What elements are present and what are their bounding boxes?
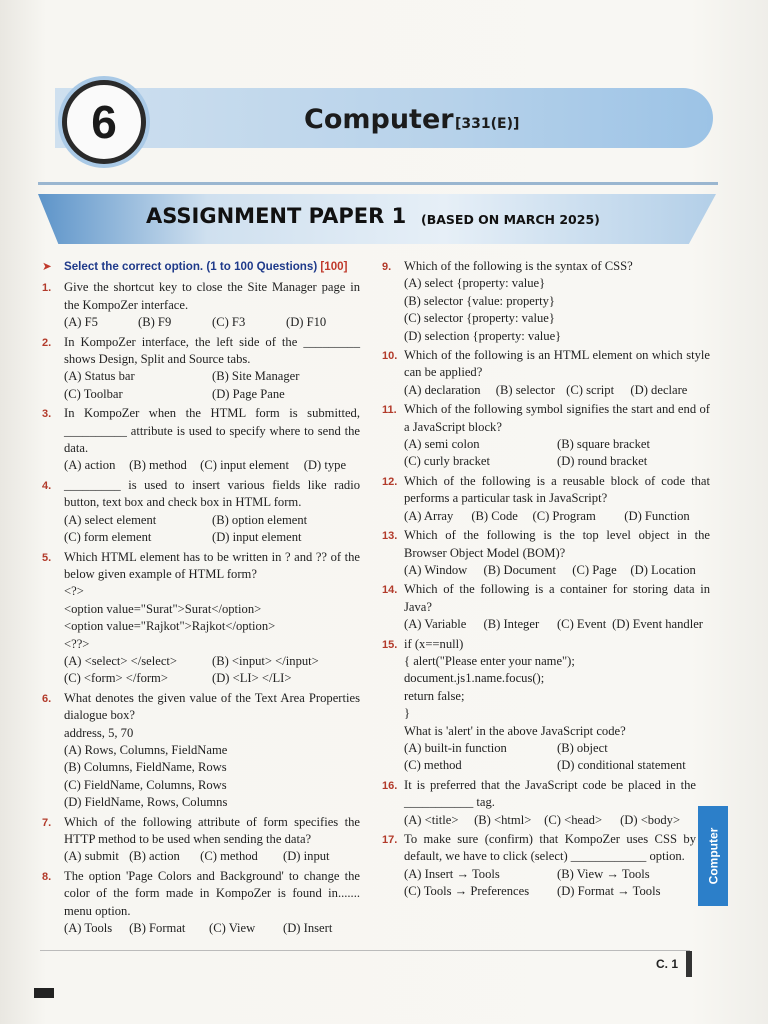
question-text: In KompoZer interface, the left side of the _________ shows Design, Split and Source tabs. [64,334,360,367]
option: (C) method [404,758,462,773]
question-number: 5. [42,551,52,564]
option: (B) selector [495,382,555,397]
question-text: Which HTML element has to be written in ? and ?? of the below given example of HTML form? [64,549,360,581]
option: (D) <body> [620,812,681,827]
options-row [64,512,360,529]
subject-title: Computer [304,104,454,135]
question-7 [42,814,360,866]
option: (A) Rows, Columns, FieldName [64,742,228,757]
divider [38,182,718,185]
question-text: It is preferred that the JavaScript code be placed in the ___________ tag. [404,777,696,810]
option: (C) View [209,921,256,936]
footer-divider [40,950,690,951]
option: (C) Event [556,617,607,632]
option: (D) input element [212,530,302,545]
code-line: <?> [64,584,84,599]
subject-code: [331(E)] [455,116,520,132]
question-text: Which of the following is a container for storing data in Java? [404,582,710,614]
options-row [404,436,710,453]
page-number-marker [686,951,692,977]
question-9 [382,258,710,345]
instruction [42,258,360,275]
assignment-subtitle: (BASED ON MARCH 2025) [421,212,600,227]
options-row [64,848,360,865]
option: (D) input [283,849,330,864]
option: (C) selector {property: value} [404,311,555,326]
options-row [404,757,710,774]
code-line: return false; [404,688,465,703]
subject-side-tab [698,806,728,906]
question-number: 10. [382,350,398,363]
question-11 [382,401,710,471]
question-number: 13. [382,530,398,543]
option: (D) FieldName, Rows, Columns [64,795,228,810]
option: (D) Page Pane [212,386,285,401]
option: (B) <html> [474,812,532,827]
option: (B) Code [471,508,518,523]
question-number: 17. [382,834,398,846]
code-line: { alert("Please enter your name"); [404,653,575,668]
question-number: 11. [382,404,397,417]
options-row [404,562,710,579]
side-tab-label: Computer [706,827,721,885]
option: (A) action [64,458,116,473]
option: (A) declaration [404,382,481,397]
code-line: <option value="Surat">Surat</option> [64,601,262,616]
option: (D) type [303,458,347,473]
options-row [64,368,360,385]
option: (A) Status bar [64,369,135,384]
question-text: What is 'alert' in the above JavaScript code? [404,723,626,738]
question-number: 6. [42,692,52,705]
option: (D) <LI> </LI> [212,671,292,686]
corner-mark [34,988,54,998]
question-text: What denotes the given value of the Text Area Properties dialogue box? [64,690,360,723]
option: (C) method [200,849,258,864]
option: (C) <form> </form> [64,671,168,686]
options-row [404,740,710,757]
option: (A) semi colon [404,437,480,452]
option: (D) conditional statement [557,758,686,773]
option: (D) Location [630,562,696,577]
option: (A) <select> </select> [64,653,178,668]
options-row [404,508,710,525]
page-number: C. 1 [656,957,679,971]
option: (B) <input> </input> [212,653,319,668]
question-8 [42,868,360,938]
question-text: In KompoZer when the HTML form is submitted, __________ attribute is used to specify where to send the data. [64,406,360,456]
option: (B) method [129,458,187,473]
option: (B) View → Tools [557,866,650,881]
question-number: 14. [382,584,398,597]
question-number: 4. [42,479,52,492]
question-number: 1. [42,282,52,295]
option: (A) submit [64,849,119,864]
question-number: 3. [42,408,52,421]
option: (B) selector {value: property} [404,293,555,308]
options-row [404,883,710,900]
code-line: <option value="Rajkot">Rajkot</option> [64,619,276,634]
question-4 [42,477,360,547]
question-3 [42,405,360,475]
options-row [64,529,360,546]
question-12 [382,473,710,525]
question-16 [382,777,710,829]
chapter-number-badge [62,80,146,164]
option: (A) select {property: value} [404,276,546,291]
question-14 [382,581,710,633]
question-text: The option 'Page Colors and Background' to change the color of the form made in KompoZer is found in....... menu option. [64,868,360,918]
option: (D) Function [624,508,690,523]
code-line: <??> [64,636,90,651]
question-text: To make sure (confirm) that KompoZer uses CSS by default, we have to click (select) ____________ option. [404,832,696,864]
option: (C) curly bracket [404,454,491,469]
chapter-number: 6 [91,96,117,148]
option: (D) F10 [286,315,327,330]
arrow-icon: ➤ [42,260,52,273]
options-row [64,670,360,687]
question-number: 2. [42,336,52,349]
option: (A) Array [404,508,454,523]
option: (C) input element [200,458,289,473]
option: (C) script [566,382,615,397]
option: (A) <title> [404,812,459,827]
option: (B) Format [129,921,186,936]
left-column [42,258,360,939]
options-row [404,866,710,883]
question-number: 16. [382,779,398,792]
options-row [64,314,360,331]
question-number: 9. [382,261,392,273]
question-text: Which of the following is the top level object in the Browser Object Model (BOM)? [404,528,710,560]
options-row [64,653,360,670]
question-2 [42,334,360,404]
option: (D) declare [630,382,688,397]
option: (C) Page [572,562,617,577]
option: (B) option element [212,512,308,527]
option: (B) object [557,740,608,755]
option: (D) Format → Tools [557,884,661,899]
option: (A) F5 [64,315,98,330]
option: (C) F3 [212,315,246,330]
question-1 [42,279,360,331]
question-number: 8. [42,870,52,883]
question-text: Which of the following is a reusable block of code that performs a particular task in JavaScript? [404,473,710,506]
question-text: Give the shortcut key to close the Site Manager page in the KompoZer interface. [64,280,360,312]
options-row [404,382,710,399]
question-text: Which of the following attribute of form specifies the HTTP method to be used when sending the data? [64,814,360,846]
option: (A) select element [64,512,157,527]
option: (A) Variable [404,617,467,632]
question-15 [382,636,710,775]
question-text: Which of the following symbol signifies the start and end of a JavaScript block? [404,402,710,434]
question-text: if (x==null) [404,636,464,651]
question-text: Which of the following is the syntax of CSS? [404,259,633,273]
assignment-title: ASSIGNMENT PAPER 1 [146,204,407,228]
option: (C) Tools → Preferences [404,884,530,899]
options-row [64,386,360,403]
option: (D) Event handler [612,617,703,632]
option: (D) selection {property: value} [404,328,562,343]
question-number: 12. [382,475,398,488]
question-number: 15. [382,638,398,651]
option: (A) Insert → Tools [404,866,500,881]
option: (B) Columns, FieldName, Rows [64,760,227,775]
right-column [382,258,710,903]
option: (A) Tools [64,921,113,936]
question-13 [382,527,710,579]
question-text: _________ is used to insert various fields like radio button, text box and check box in HTML form. [64,477,360,510]
question-5 [42,549,360,688]
options-row [404,812,710,829]
option: (D) Insert [283,921,333,936]
question-number: 7. [42,816,52,829]
question-17 [382,831,710,901]
code-line: } [404,706,411,721]
option: (B) Document [483,562,556,577]
instruction-marks: [100] [320,260,348,273]
option: (B) F9 [138,315,172,330]
code-line: document.js1.name.focus(); [404,671,545,686]
option: (C) FieldName, Columns, Rows [64,777,227,792]
option: (B) square bracket [557,437,651,452]
question-text: Which of the following is an HTML element on which style can be applied? [404,348,710,380]
options-row [404,616,710,633]
option: (A) built-in function [404,740,507,755]
options-row [64,920,360,937]
option: (C) Program [532,508,596,523]
option: (B) action [129,849,180,864]
option: (C) form element [64,530,152,545]
instruction-text: Select the correct option. (1 to 100 Questions) [64,260,318,273]
code-line: address, 5, 70 [64,725,134,740]
option: (C) <head> [544,812,603,827]
option: (B) Site Manager [212,369,300,384]
option: (D) round bracket [557,454,648,469]
option: (C) Toolbar [64,386,123,401]
options-row [404,453,710,470]
question-6 [42,690,360,812]
question-10 [382,347,710,399]
option: (A) Window [404,562,468,577]
options-row [64,457,360,474]
option: (B) Integer [483,617,540,632]
